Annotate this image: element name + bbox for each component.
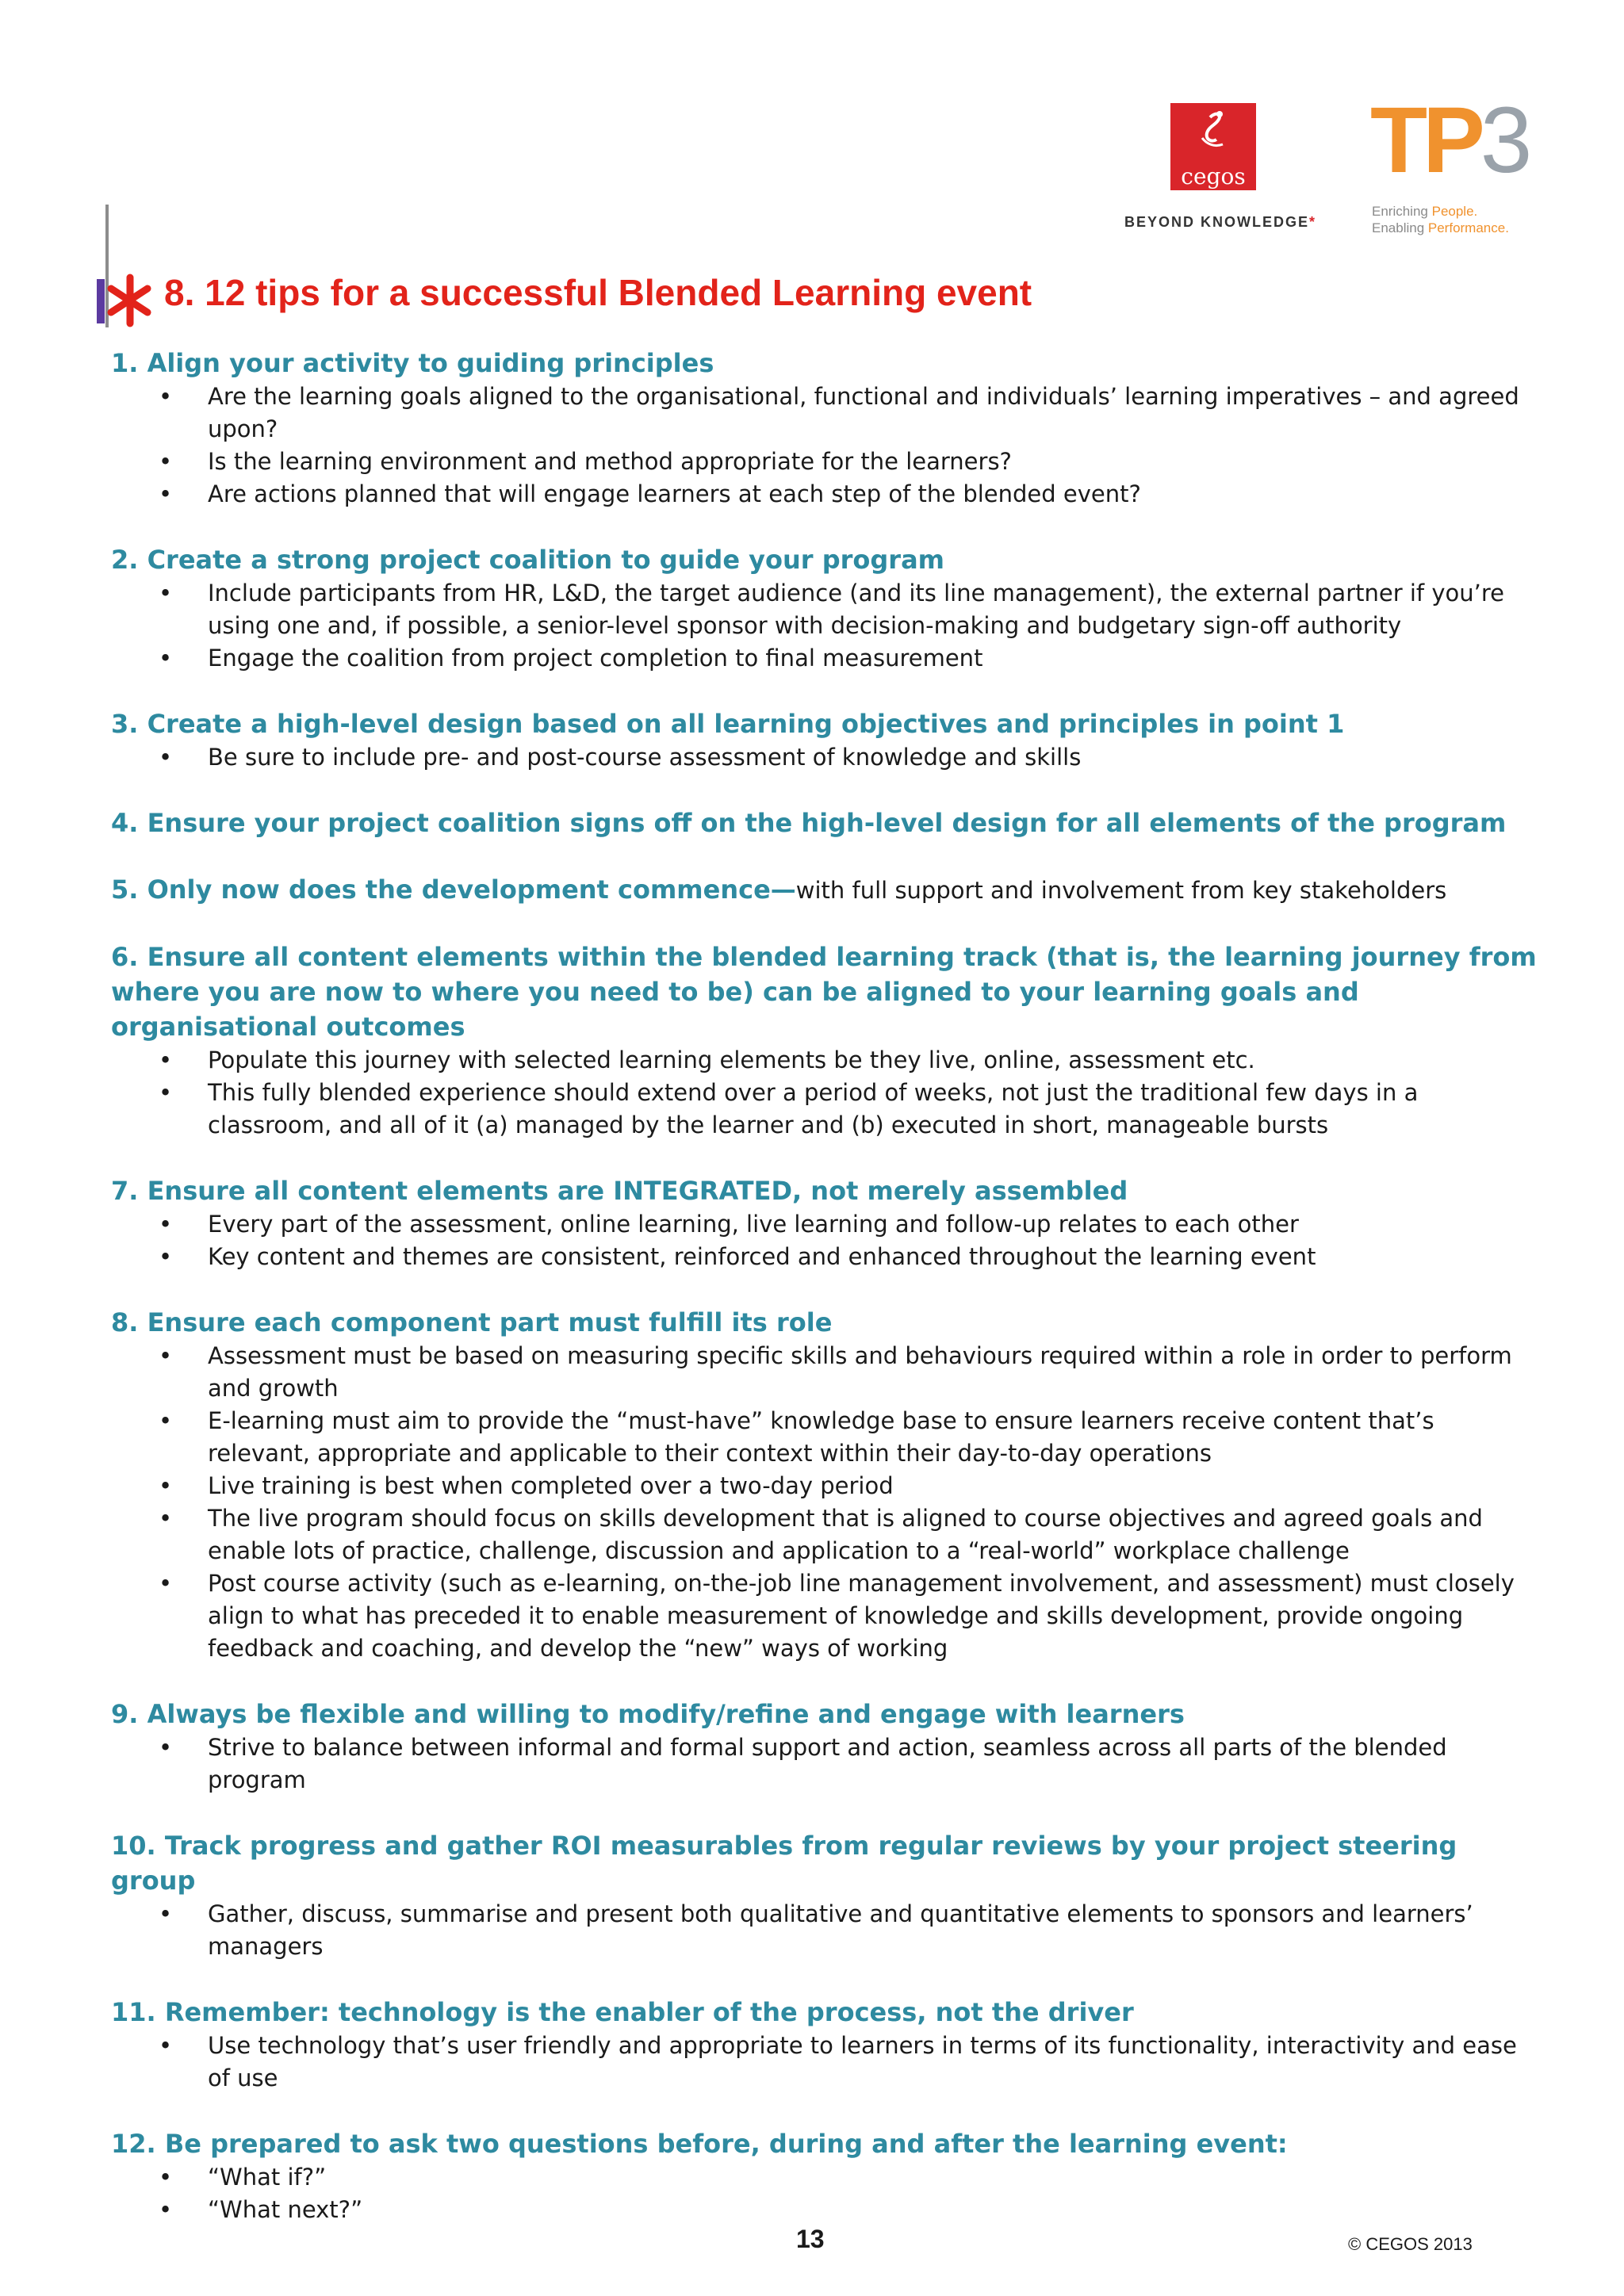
tip-section	[111, 1697, 1538, 1797]
tip-heading: 1. Align your activity to guiding principles	[111, 348, 714, 378]
tip-section	[111, 2126, 1538, 2226]
tip-section	[111, 542, 1538, 675]
tip-heading: 5. Only now does the development commence—with full support and involvement from key stakeholders	[111, 874, 1447, 905]
tip-heading: 7. Ensure all content elements are INTEGRATED, not merely assembled	[111, 1176, 1128, 1206]
bullet-item: • Populate this journey with selected learning elements be they live, online, assessment etc.	[208, 1044, 1538, 1077]
cegos-figure-icon	[1170, 103, 1256, 166]
tip-heading: 8. Ensure each component part must fulfill its role	[111, 1307, 833, 1337]
bullet-item: • Use technology that’s user friendly and appropriate to learners in terms of its functionality, interactivity and ease of use	[208, 2030, 1538, 2095]
bullet-list	[111, 1044, 1538, 1142]
bullet-item: • Include participants from HR, L&D, the target audience (and its line management), the external partner if you’re using one and, if possible, a senior-level sponsor with decision-making and budgetary sign-off authority	[208, 577, 1538, 642]
bullet-list	[111, 1340, 1538, 1665]
bullet-item: • The live program should focus on skills development that is aligned to course objectives and agreed goals and enable lots of practice, challenge, discussion and application to a “real-world” workplace challenge	[208, 1502, 1538, 1567]
bullet-list	[111, 2030, 1538, 2095]
tip-section	[111, 346, 1538, 511]
bullet-list	[111, 1732, 1538, 1797]
tip-heading: 11. Remember: technology is the enabler of the process, not the driver	[111, 1997, 1134, 2027]
cegos-wordmark: cegos	[1181, 163, 1246, 189]
tip-heading: 2. Create a strong project coalition to guide your program	[111, 545, 945, 575]
tip-heading: 6. Ensure all content elements within the blended learning track (that is, the learning journey from where you are now to where you need to be) can be aligned to your learning goals and organisational outcomes	[111, 942, 1537, 1042]
bullet-item: • “What next?”	[208, 2194, 1538, 2226]
tip-section	[111, 706, 1538, 774]
cegos-logo-mark	[1170, 103, 1256, 190]
bullet-item: • Are actions planned that will engage learners at each step of the blended event?	[208, 478, 1538, 511]
bullet-item: • Are the learning goals aligned to the organisational, functional and individuals’ learning imperatives – and agreed upon?	[208, 381, 1538, 446]
bullet-item: • Be sure to include pre- and post-course assessment of knowledge and skills	[208, 741, 1538, 774]
tip-section	[111, 1995, 1538, 2095]
tip-heading: 9. Always be flexible and willing to modify/refine and engage with learners	[111, 1699, 1185, 1729]
tip-heading: 10. Track progress and gather ROI measurables from regular reviews by your project steering group	[111, 1831, 1457, 1896]
bullet-item: • Is the learning environment and method appropriate for the learners?	[208, 446, 1538, 478]
copyright: © CEGOS 2013	[1348, 2234, 1473, 2254]
tp3-wordmark: TP3	[1370, 88, 1528, 193]
bullet-item: • Live training is best when completed over a two-day period	[208, 1470, 1538, 1502]
bullet-item: • “What if?”	[208, 2161, 1538, 2194]
tip-section	[111, 1173, 1538, 1273]
tips-list	[111, 346, 1538, 2258]
asterisk-icon	[97, 273, 152, 328]
bullet-list	[111, 741, 1538, 774]
page-number: 13	[796, 2225, 825, 2253]
tip-heading: 4. Ensure your project coalition signs off on the high-level design for all elements of the program	[111, 808, 1507, 838]
cegos-tagline: BEYOND KNOWLEDGE*	[1124, 214, 1317, 230]
bullet-item: • Every part of the assessment, online learning, live learning and follow-up relates to each other	[208, 1208, 1538, 1241]
tip-section	[111, 872, 1538, 908]
bullet-list	[111, 2161, 1538, 2226]
bullet-item: • Gather, discuss, summarise and present both qualitative and quantitative elements to sponsors and learners’ managers	[208, 1898, 1538, 1963]
bullet-item: • Key content and themes are consistent, reinforced and enhanced throughout the learning event	[208, 1241, 1538, 1273]
tip-section	[111, 1828, 1538, 1963]
bullet-item: • This fully blended experience should extend over a period of weeks, not just the traditional few days in a classroom, and all of it (a) managed by the learner and (b) executed in short, manageable bursts	[208, 1077, 1538, 1142]
tp3-tagline: Enriching People. Enabling Performance.	[1372, 204, 1509, 235]
bullet-list	[111, 1208, 1538, 1273]
bullet-item: • Assessment must be based on measuring specific skills and behaviours required within a role in order to perform and growth	[208, 1340, 1538, 1405]
tip-section	[111, 1305, 1538, 1665]
tip-heading: 3. Create a high-level design based on all learning objectives and principles in point 1	[111, 709, 1345, 739]
bullet-list	[111, 577, 1538, 675]
bullet-list	[111, 381, 1538, 511]
bullet-item: • Post course activity (such as e-learning, on-the-job line management involvement, and assessment) must closely align to what has preceded it to enable measurement of knowledge and skills development, provide ongoing feedback and coaching, and develop the “new” ways of working	[208, 1567, 1538, 1665]
bullet-list	[111, 1898, 1538, 1963]
tip-heading: 12. Be prepared to ask two questions before, during and after the learning event:	[111, 2129, 1288, 2159]
tip-section	[111, 939, 1538, 1142]
bullet-item: • Engage the coalition from project completion to final measurement	[208, 642, 1538, 675]
bullet-item: • E-learning must aim to provide the “must-have” knowledge base to ensure learners receive content that’s relevant, appropriate and applicable to their context within their day-to-day operations	[208, 1405, 1538, 1470]
bullet-item: • Strive to balance between informal and formal support and action, seamless across all parts of the blended program	[208, 1732, 1538, 1797]
page-title: 8. 12 tips for a successful Blended Learning event	[164, 272, 1032, 313]
tip-section	[111, 806, 1538, 840]
